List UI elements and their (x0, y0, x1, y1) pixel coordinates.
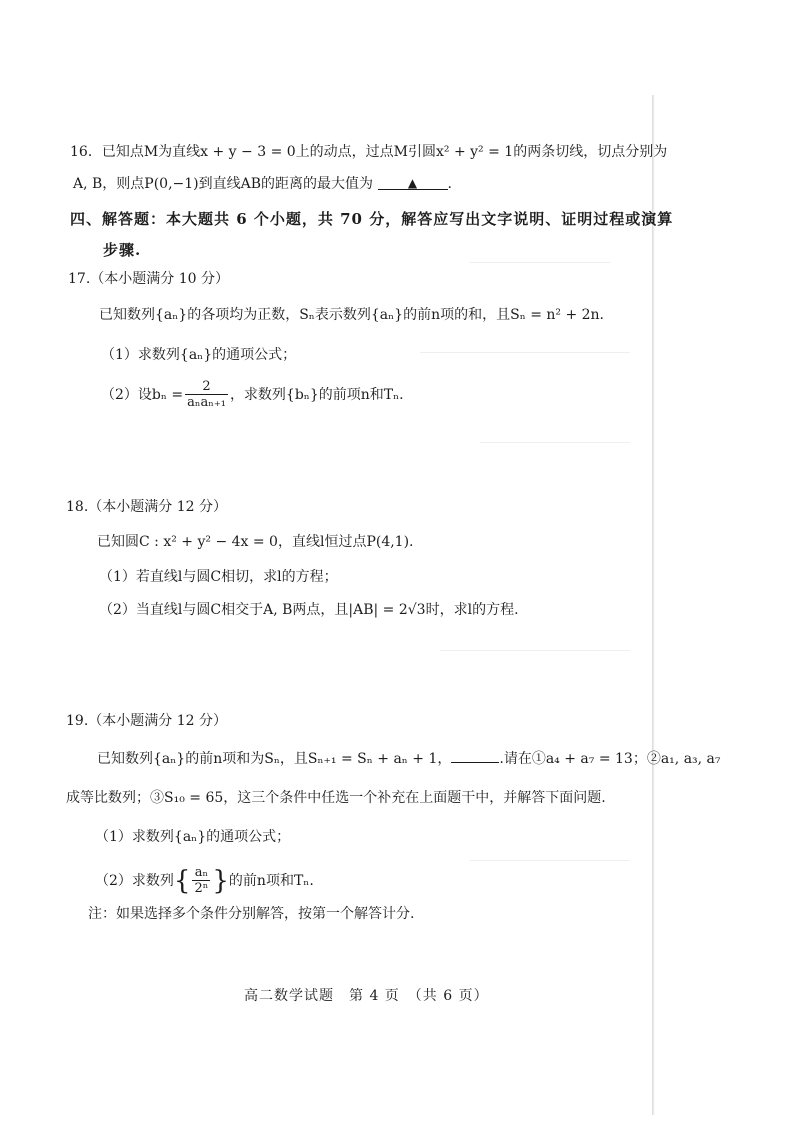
q19-fraction (192, 866, 210, 896)
q17-fraction-numerator: 2 (202, 379, 211, 394)
q18-part2: （2）当直线l与圆C相交于A, B两点，且|AB| = 2√3时，求l的方程. (99, 602, 519, 618)
q16-line1: 16．已知点M为直线x + y − 3 = 0上的动点，过点M引圆x² + y² = 1的两条切线，切点分别为 (70, 144, 668, 160)
q19-stem-line2: 成等比数列；③S₁₀ = 65，这三个条件中任选一个补充在上面题干中，并解答下面问题. (66, 790, 606, 806)
bleed-through-line (470, 262, 610, 263)
q19-condition-blank[interactable] (451, 748, 499, 763)
q19-part1: （1）求数列{aₙ}的通项公式； (95, 829, 291, 845)
q17-fraction (185, 380, 228, 410)
page-footer: 高二数学试题 第 4 页 （共 6 页） (244, 988, 489, 1004)
q16-line2-text: A, B，则点P(0,−1)到直线AB的距离的最大值为 (73, 176, 374, 192)
q16-answer-blank[interactable] (378, 173, 448, 190)
q16-line2-end: . (447, 176, 452, 192)
q19-stem-b: .请在①a₄ + a₇ = 13；②a₁, a₃, a₇ (499, 751, 721, 767)
q18-header: 18.（本小题满分 12 分） (66, 499, 227, 515)
triangle-marker-icon: ▲ (407, 176, 418, 190)
q18-part1: （1）若直线l与圆C相切，求l的方程； (99, 569, 338, 585)
q18-stem: 已知圆C : x² + y² − 4x = 0，直线l恒过点P(4,1). (97, 534, 414, 550)
q17-part2 (101, 380, 404, 410)
q19-part2 (95, 866, 314, 896)
q17-fraction-denominator: aₙaₙ₊₁ (187, 395, 226, 410)
q19-fraction-denominator: 2ⁿ (194, 881, 209, 896)
q17-header: 17.（本小题满分 10 分） (68, 271, 229, 287)
bleed-through-line (420, 352, 630, 353)
q19-stem-a: 已知数列{aₙ}的前n项和为Sₙ，且Sₙ₊₁ = Sₙ + aₙ + 1， (97, 751, 452, 767)
right-brace: } (212, 866, 229, 896)
q17-part1: （1）求数列{aₙ}的通项公式； (101, 347, 297, 363)
section-heading-cont: 步骤. (103, 241, 142, 259)
section-heading: 四、解答题：本大题共 6 个小题，共 70 分，解答应写出文字说明、证明过程或演算 (70, 210, 674, 228)
q17-part2-prefix: （2）设bₙ = (101, 387, 184, 403)
left-brace: { (173, 866, 191, 896)
q19-header: 19.（本小题满分 12 分） (66, 713, 227, 729)
q17-part2-suffix: ，求数列{bₙ}的前项n和Tₙ. (229, 387, 404, 403)
page-fold-shadow (652, 95, 655, 1115)
q16-line2 (73, 174, 452, 194)
q19-note: 注：如果选择多个条件分别解答，按第一个解答计分. (88, 906, 415, 922)
q19-part2-prefix: （2）求数列 (95, 873, 174, 889)
q19-stem-line1 (97, 748, 721, 769)
bleed-through-line (440, 650, 630, 651)
q19-fraction-numerator: aₙ (194, 865, 209, 880)
q19-part2-suffix: 的前n项和Tₙ. (228, 873, 314, 889)
bleed-through-line (480, 442, 630, 443)
q17-stem: 已知数列{aₙ}的各项均为正数，Sₙ表示数列{aₙ}的前n项的和，且Sₙ = n² + 2n. (99, 307, 605, 323)
bleed-through-line (470, 860, 630, 861)
